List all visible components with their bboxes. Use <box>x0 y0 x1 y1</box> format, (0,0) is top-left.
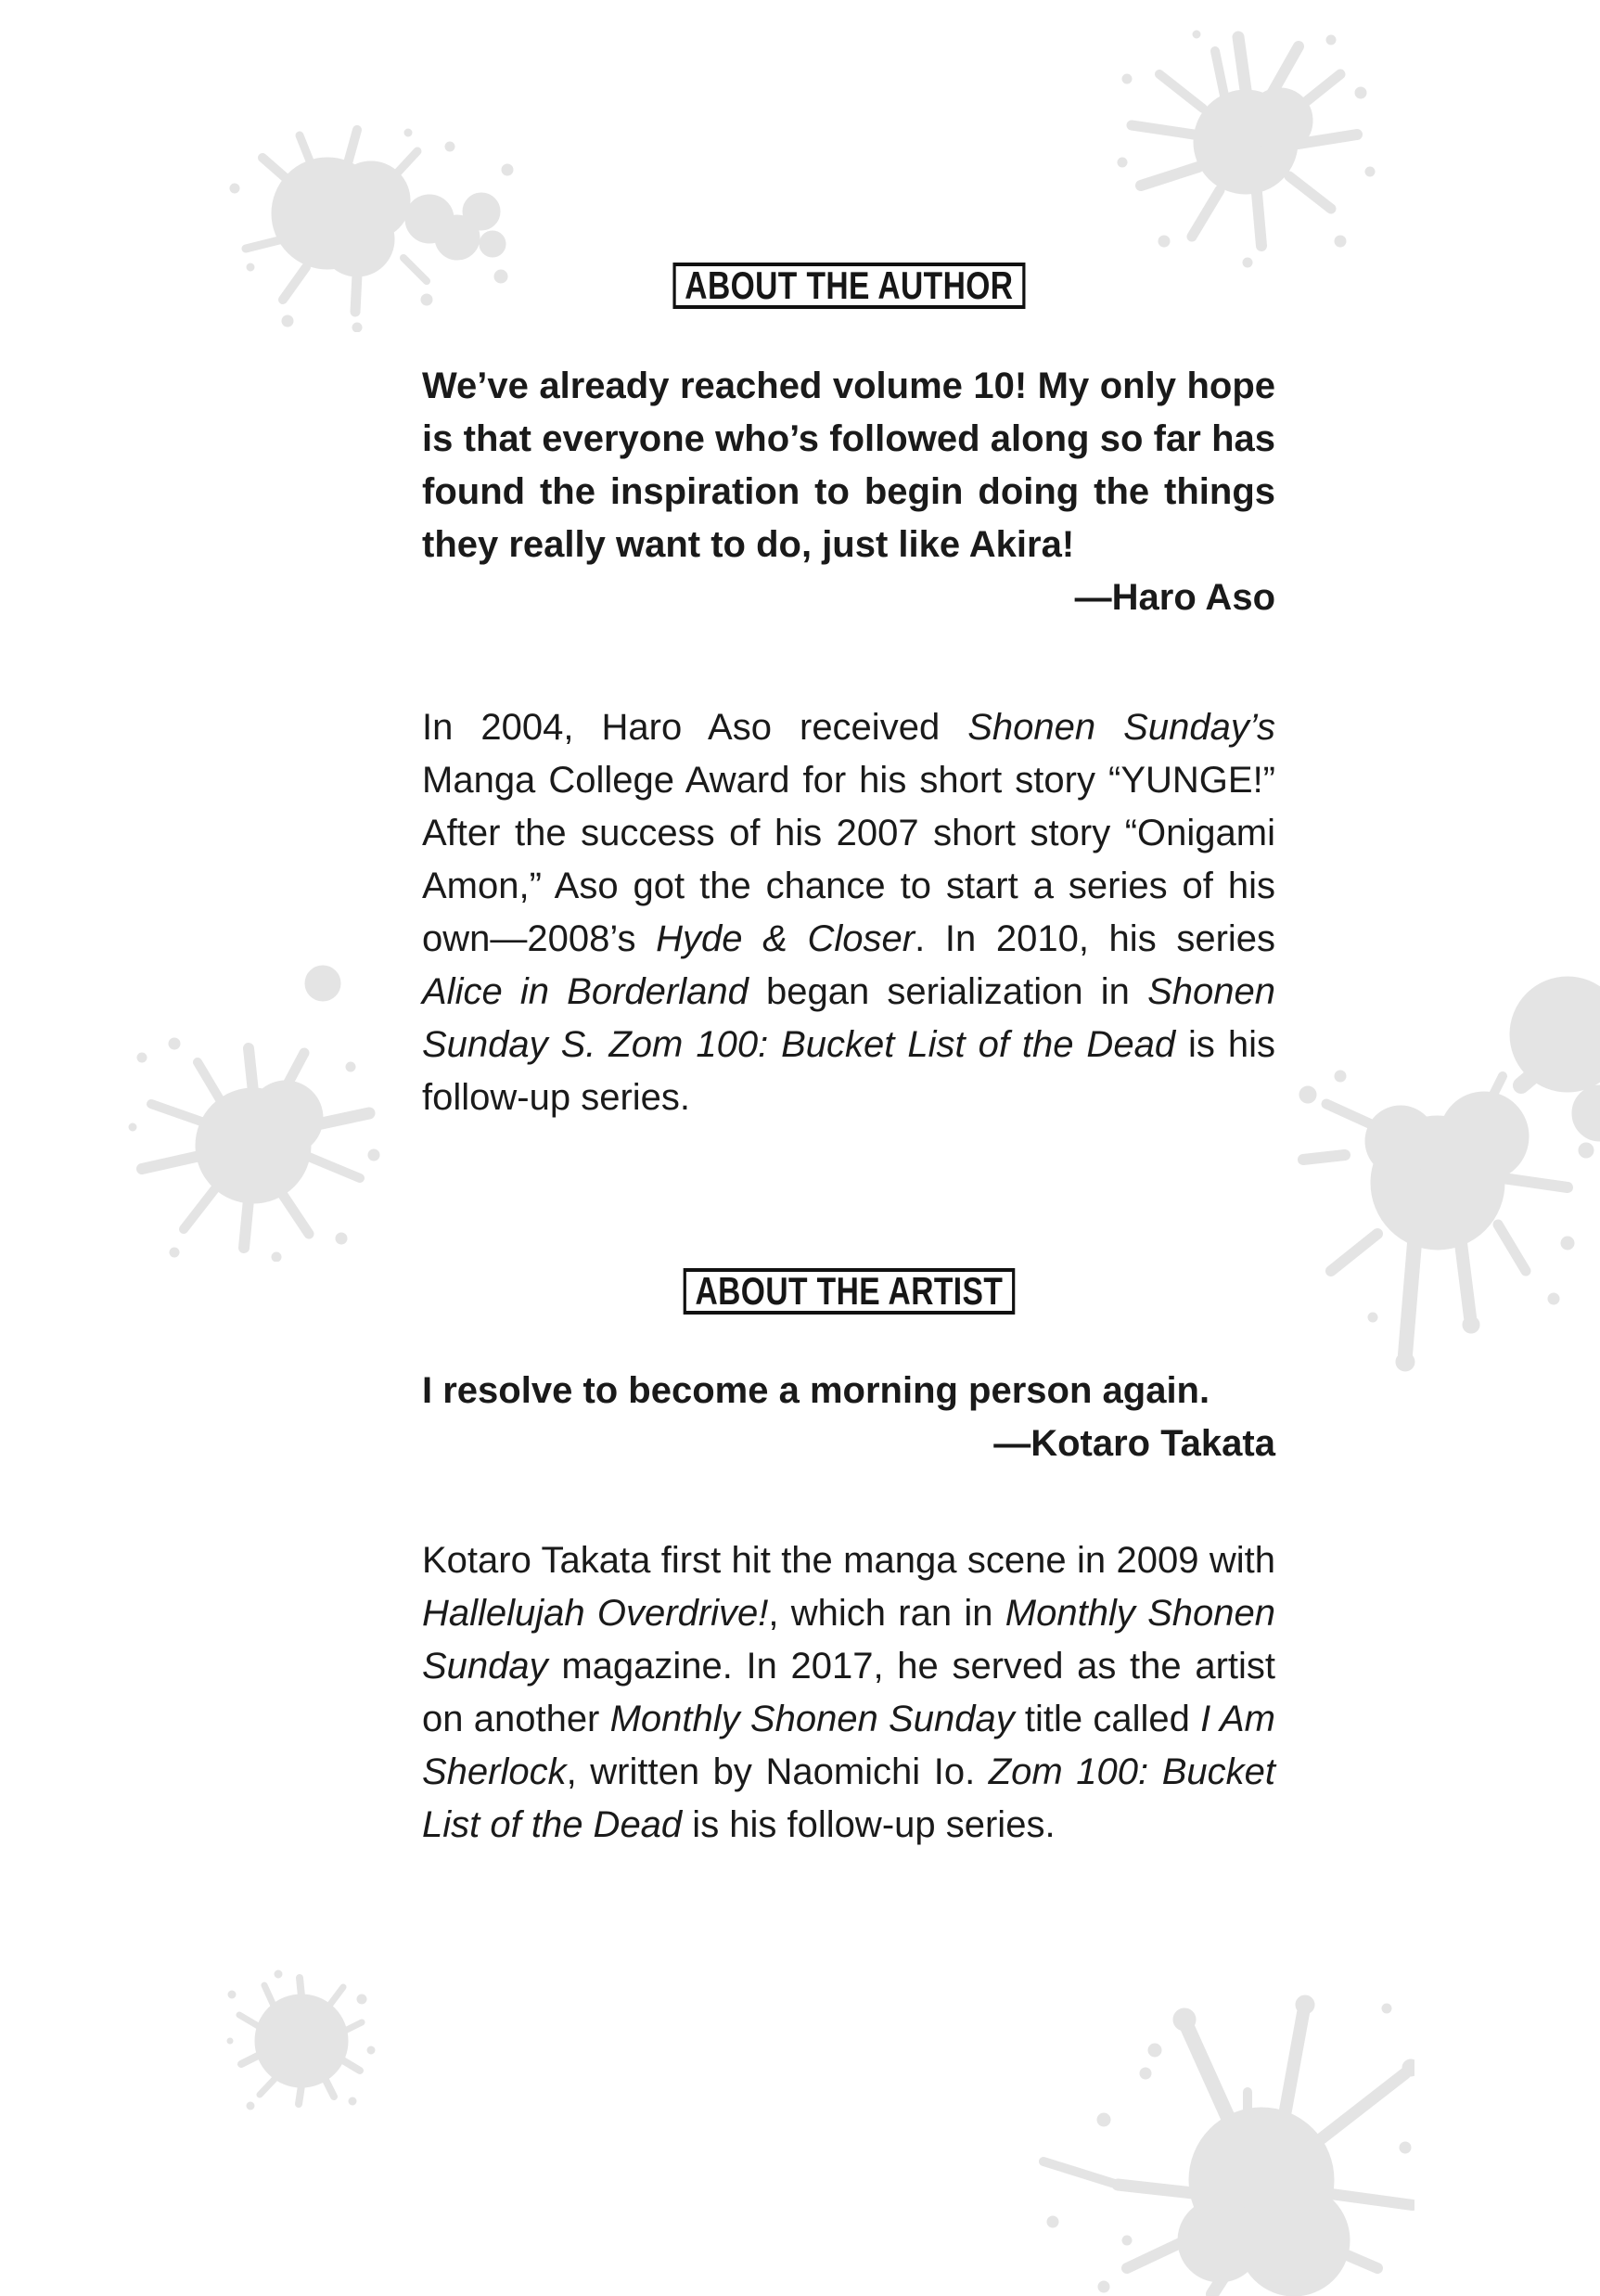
about-artist-heading-box <box>683 1268 1014 1315</box>
artist-quote-block <box>422 1365 1275 1470</box>
artist-bio: Kotaro Takata first hit the manga scene in 2009 with Hallelujah Overdrive!, which ran in Monthly Shonen Sunday magazine. In 2017, he served as the artist on another Monthly Shonen Sunday title called I Am Sherlock, written by Naomichi Io. Zom 100: Bucket List of the Dead is his follow-up series. <box>422 1540 1275 1845</box>
artist-attribution: —Kotaro Takata <box>993 1423 1275 1464</box>
author-quote-block <box>422 360 1275 624</box>
ink-splat-right-middle <box>1289 965 1600 1401</box>
about-author-heading: ABOUT THE AUTHOR <box>684 263 1014 307</box>
ink-splat-bottom-right <box>1016 1962 1414 2296</box>
author-bio: In 2004, Haro Aso received Shonen Sunday’s Manga College Award for his short story “YUNGE!” After the success of his 2007 short story “Onigami Amon,” Aso got the chance to start a series of his own—2008’s Hyde & Closer. In 2010, his series Alice in Borderland began serialization in Shonen Sunday S. Zom 100: Bucket List of the Dead is his follow-up series. <box>422 707 1276 1118</box>
author-attribution: —Haro Aso <box>1074 577 1275 618</box>
about-author-heading-row <box>422 263 1275 309</box>
about-author-heading-box <box>672 263 1025 309</box>
ink-splat-top-right <box>1108 23 1377 269</box>
artist-quote: I resolve to become a morning person again. <box>422 1370 1210 1411</box>
ink-splat-bottom-left <box>223 1967 380 2110</box>
author-quote: We’ve already reached volume 10! My only hope is that everyone who’s followed along so far has found the inspiration to begin doing the things they really want to do, just like Akira! <box>422 366 1275 565</box>
about-artist-heading-row <box>422 1268 1275 1315</box>
ink-splat-left-middle <box>119 956 388 1262</box>
about-artist-heading: ABOUT THE ARTIST <box>695 1269 1003 1313</box>
